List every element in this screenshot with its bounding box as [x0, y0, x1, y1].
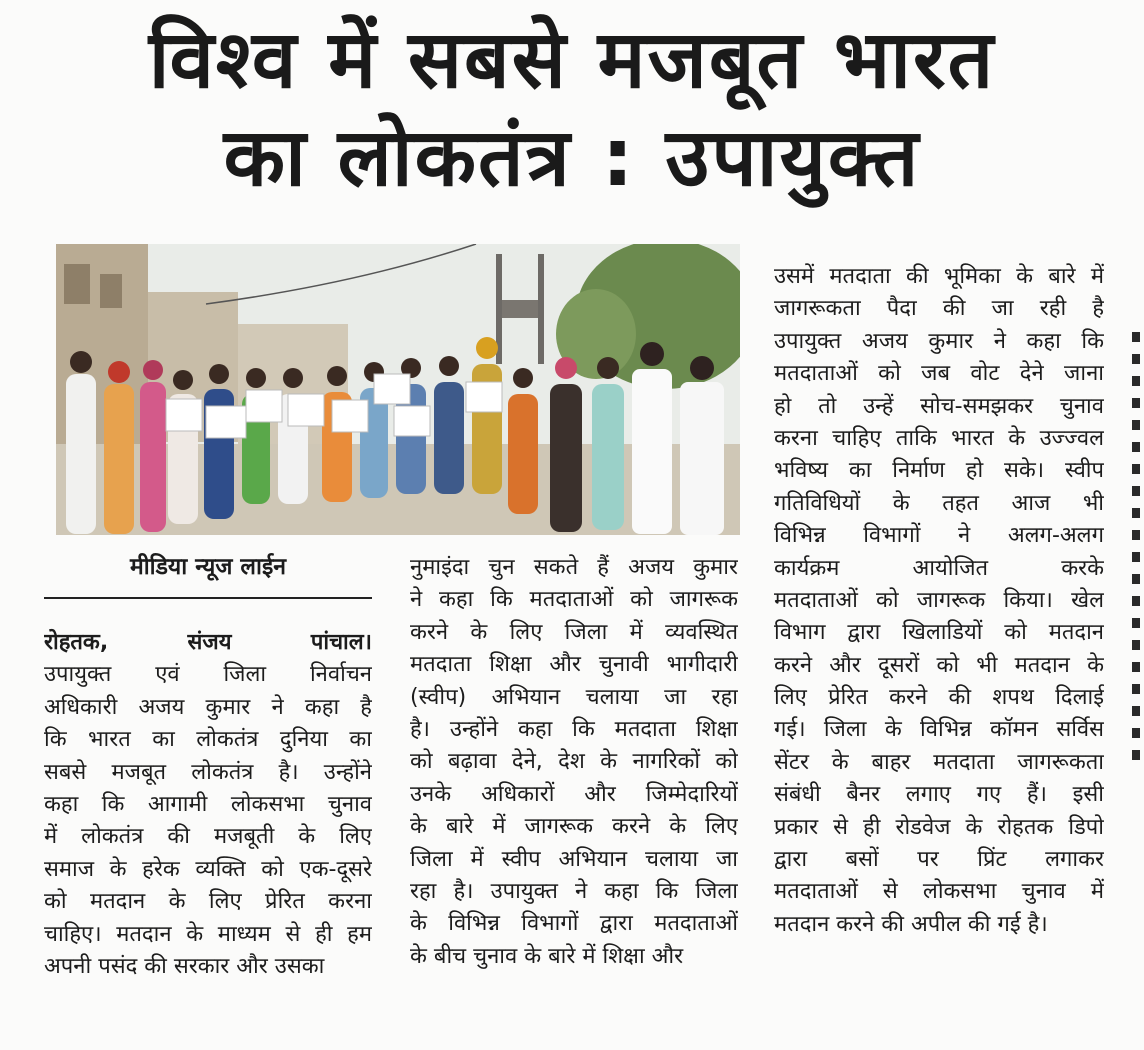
article-line: मतदाता शिक्षा और चुनावी भागीदारी [410, 652, 738, 678]
article-line: जिला में स्वीप अभियान चलाया जा [410, 846, 738, 872]
article-line: जागरूकता पैदा की जा रही है [774, 296, 1104, 322]
article-line: उपायुक्त एवं जिला निर्वाचन [44, 662, 372, 688]
article-line: गतिविधियों के तहत आज भी [774, 490, 1104, 516]
article-line: संबंधी बैनर लगाए गए हैं। इसी [774, 782, 1104, 808]
article-line: को मतदान के लिए प्रेरित करना [44, 889, 372, 915]
article-line: मतदाताओं को जब वोट देने जाना [774, 361, 1104, 387]
article-line: ने कहा कि मतदाताओं को जागरूक [410, 587, 738, 613]
article-line: उसमें मतदाता की भूमिका के बारे में [774, 264, 1104, 289]
article-line: में लोकतंत्र की मजबूती के लिए [44, 824, 372, 850]
article-line: प्रकार से ही रोडवेज के रोहतक डिपो [774, 814, 1104, 840]
article-line: अपनी पसंद की सरकार और उसका [44, 953, 325, 979]
article-line: उपायुक्त अजय कुमार ने कहा कि [774, 328, 1104, 354]
article-line: करने के लिए जिला में व्यवस्थित [410, 619, 738, 645]
article-line: के विभिन्न विभागों द्वारा मतदाताओं [410, 911, 738, 937]
article-line: द्वारा बसों पर प्रिंट लगाकर [774, 847, 1104, 873]
article-line: मतदाताओं से लोकसभा चुनाव में [774, 879, 1104, 905]
article-line: कार्यक्रम आयोजित करके [774, 555, 1104, 581]
article-line: है। उन्होंने कहा कि मतदाता शिक्षा [410, 716, 738, 742]
article-line: कि भारत का लोकतंत्र दुनिया का [44, 727, 372, 753]
article-line: मतदान करने की अपील की गई है। [774, 911, 1048, 937]
article-line: सेंटर के बाहर मतदाता जागरूकता [774, 749, 1104, 775]
article-line: के बीच चुनाव के बारे में शिक्षा और [410, 943, 684, 969]
article-line: अधिकारी अजय कुमार ने कहा है [44, 694, 372, 720]
article-line: समाज के हरेक व्यक्ति को एक-दूसरे [44, 856, 372, 882]
article-line: करना चाहिए ताकि भारत के उज्ज्वल [774, 425, 1104, 451]
byline-divider [44, 597, 372, 599]
article-line: को बढ़ावा देने, देश के नागरिकों को [410, 749, 738, 775]
article-line: के बारे में जागरूक करने के लिए [410, 814, 738, 840]
article-line: रोहतक, संजय पांचाल। [44, 630, 372, 655]
article-line: भविष्य का निर्माण हो सके। स्वीप [774, 458, 1104, 484]
byline: मीडिया न्यूज लाईन [129, 554, 287, 580]
article-line: कहा कि आगामी लोकसभा चुनाव [44, 791, 372, 817]
article-line: गई। जिला के विभिन्न कॉमन सर्विस [774, 717, 1104, 743]
headline-line-1: विश्व में सबसे मजबूत भारत [148, 13, 996, 106]
article-line: हो तो उन्हें सोच-समझकर चुनाव [774, 393, 1104, 419]
article-column-2 [410, 552, 738, 973]
group-photo-icon [56, 244, 740, 535]
article-line: उनके अधिकारों और जिम्मेदारियों [410, 781, 738, 807]
article-column-1 [44, 627, 372, 983]
article-line: चाहिए। मतदान के माध्यम से ही हम [44, 921, 372, 947]
article-line: करने और दूसरों को भी मतदान के [774, 652, 1104, 678]
article-line: नुमाइंदा चुन सकते हैं अजय कुमार [410, 555, 738, 580]
article-line: मतदाताओं को जागरूक किया। खेल [774, 587, 1104, 613]
article-line: (स्वीप) अभियान चलाया जा रहा [410, 684, 738, 710]
article-line: विभाग द्वारा खिलाडियों को मतदान [774, 620, 1104, 646]
article-line: लिए प्रेरित करने की शपथ दिलाई [774, 685, 1104, 711]
article-line: विभिन्न विभागों ने अलग-अलग [774, 523, 1104, 549]
news-photo [56, 244, 740, 535]
next-column-edge [1128, 320, 1144, 1020]
article-line: रहा है। उपायुक्त ने कहा कि जिला [410, 878, 738, 904]
article-line: सबसे मजबूत लोकतंत्र है। उन्होंने [44, 759, 372, 785]
article-column-3 [774, 261, 1104, 941]
headline-line-2: का लोकतंत्र : उपायुक्त [223, 111, 921, 204]
